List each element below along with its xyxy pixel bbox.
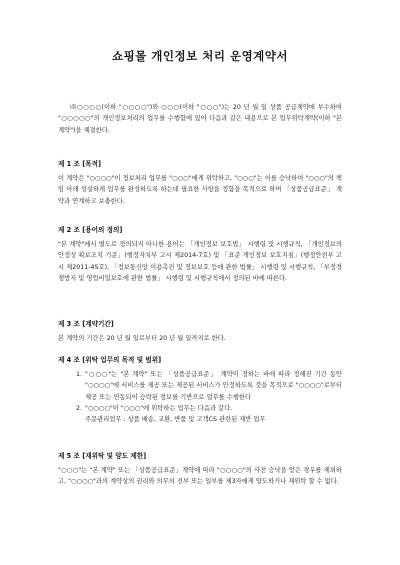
article-2 xyxy=(58,224,342,284)
article-5 xyxy=(58,450,342,488)
list-item-number: 1. xyxy=(76,371,83,378)
article-1 xyxy=(58,158,342,207)
article-body: "○○○"는 "본 계약" 또는 「상품공급표준」계약에 따라 "○○○○"의 사전 승낙을 얻은 경우를 제외하고, "○○○○"과의 계약상의 권리와 의무의 전부 또는 일부를 제3자에게 양도하거나 재위탁 할 수 없다. xyxy=(58,467,342,486)
list-item-text: "○○○○"이 "○○○"에 위탁하는 업무는 다음과 같다. xyxy=(85,404,233,412)
article-heading: 제 3 조 [계약기간] xyxy=(58,320,114,328)
article-heading: 제 5 조 [재위탁 및 양도 제한] xyxy=(58,452,147,460)
article-heading: 제 1 조 [목적] xyxy=(58,160,101,168)
list-item-text: "○○○"는 "본 계약" 또는 「상품공급표준」 계약이 정하는 바에 따라 정해진 기간 동안 "○○○○"에 서비스를 제공 또는 제공된 서비스가 안정하도록 것을 목적으로 "○○○○"로부터 제공 또는 연동되어 승락된 정보를 기반으로 업무를 수행한다 xyxy=(85,371,342,401)
article-body: 본 계약의 기간은 20 년 월 일로부터 20 년 월 일까지로 한다. xyxy=(58,335,226,342)
article-4 xyxy=(58,354,342,425)
article-body: 이 계약은 "○○○○"이 정보처리 업무를 "○○○"에게 위탁하고, "○○○"는 이를 승낙하여 "○○○"의 책임 아래 성실하게 업무를 완성하도록 하는데 필요한 사항을 정함을 목적으로 하며 「상품공급표준」 계약과 연계하고 보충한다. xyxy=(58,175,342,205)
article-heading: 제 2 조 [용어의 정의] xyxy=(58,226,123,234)
article-heading: 제 4 조 [위탁 업무의 목적 및 범위] xyxy=(58,356,162,364)
document-title: 쇼핑몰 개인정보 처리 운영계약서 xyxy=(111,49,289,63)
list-item-number: 2. xyxy=(76,404,83,412)
list-item xyxy=(76,369,342,403)
article-body: "본 계약"에서 별도로 정의되지 아니한 용어는 「개인정보 보호법」 시행령 및 시행규칙, 「개인정보의 안정성 확보조치 기준」(행정자치부 고시 제2014-7호) 및 「표준 개인정보 보호지침」(행정안전부 고시 제2011-45호), 「정보통신망 이용촉진 및 정보보호 등에 관한 법률」 시행령 및 시행규칙, 「부정경쟁방지 및 영업비밀보호에 관한 법률」 시행령 및 시행규칙에서 정의된 바에 따른다. xyxy=(58,241,342,282)
intro-section xyxy=(58,102,342,136)
intro-paragraph: ㈜○○○○(이하 "○○○○")와 ○○○(이하 "○○○")는 20 년 월 일 상품 공급계약에 부수하여 "○○○○○"의 개인정보처리의 업무를 수행함에 있어 다음과 같은 내용으로 본 업무위탁계약(이하 "본 계약")을 체결한다. xyxy=(58,104,342,134)
article-3 xyxy=(58,318,342,344)
list-sub-item: 주문관리업무 : 상품 배송, 교환, 반품 및 고객CS 관련된 제반 업무 xyxy=(85,416,266,424)
list-item xyxy=(76,403,342,414)
